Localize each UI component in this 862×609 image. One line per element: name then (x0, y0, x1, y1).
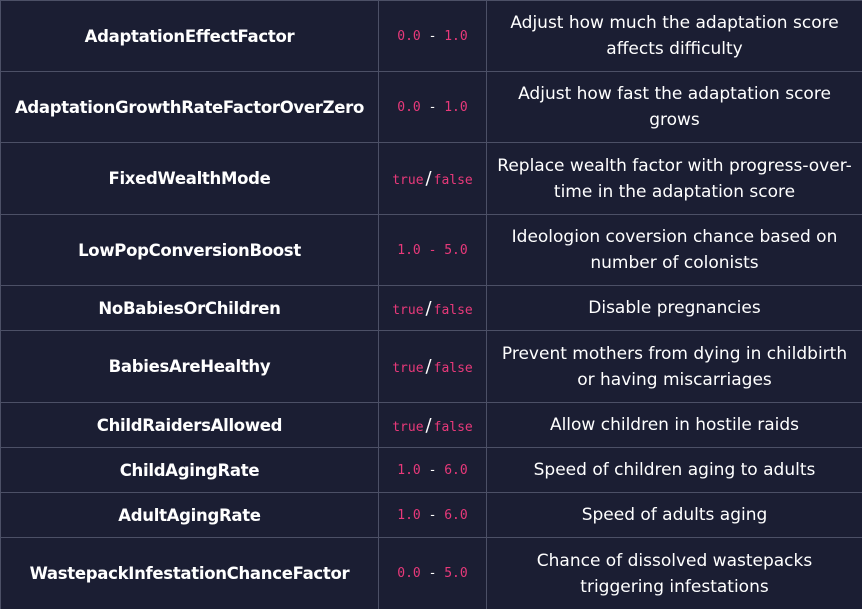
table-row (1, 72, 862, 143)
range-max: 6.0 (444, 462, 468, 478)
setting-description: Speed of children aging to adults (487, 448, 862, 493)
range-min: 1.0 (397, 507, 421, 523)
table-row (1, 538, 862, 609)
setting-name: FixedWealthMode (1, 143, 379, 215)
table-row (1, 286, 862, 331)
setting-range (379, 538, 487, 609)
setting-name: ChildRaidersAllowed (1, 403, 379, 448)
value-slash: / (425, 414, 432, 436)
setting-name: AdultAgingRate (1, 493, 379, 538)
setting-description: Replace wealth factor with progress-over-time in the adaptation score (487, 143, 862, 215)
range-max: 1.0 (444, 99, 468, 115)
setting-name: WastepackInfestationChanceFactor (1, 538, 379, 609)
setting-range (379, 448, 487, 493)
setting-description: Adjust how fast the adaptation score grows (487, 72, 862, 143)
setting-description: Speed of adults aging (487, 493, 862, 538)
range-min: 1.0 (397, 462, 421, 478)
range-min: 0.0 (397, 99, 421, 115)
value-slash: / (425, 356, 432, 377)
value-true: true (392, 302, 424, 318)
setting-values (379, 331, 487, 403)
setting-name: LowPopConversionBoost (1, 215, 379, 286)
value-false: false (433, 419, 473, 435)
value-slash: / (425, 168, 432, 189)
setting-range (379, 493, 487, 538)
range-max: 6.0 (444, 507, 468, 523)
setting-range (379, 1, 487, 72)
range-min: 0.0 (397, 28, 421, 44)
value-false: false (433, 173, 473, 188)
setting-name: AdaptationGrowthRateFactorOverZero (1, 72, 379, 143)
range-separator: - (420, 462, 445, 478)
table-row (1, 1, 862, 72)
setting-description: Chance of dissolved wastepacks triggering infestations (487, 538, 862, 609)
range-separator: - (420, 99, 445, 115)
value-slash: / (425, 297, 432, 319)
range-max: 1.0 (444, 28, 468, 44)
value-true: true (392, 361, 424, 376)
range-min: 0.0 (397, 566, 421, 581)
setting-values (379, 286, 487, 331)
setting-name: AdaptationEffectFactor (1, 1, 379, 72)
table-row (1, 403, 862, 448)
setting-range: 1.0 - 5.0 (379, 215, 487, 286)
setting-description: Disable pregnancies (487, 286, 862, 331)
range-max: 5.0 (444, 566, 468, 581)
range-separator: - (420, 28, 445, 44)
setting-values (379, 403, 487, 448)
setting-name: NoBabiesOrChildren (1, 286, 379, 331)
table-row (1, 493, 862, 538)
setting-description: Ideologion coversion chance based on number of colonists (487, 215, 862, 286)
table-row (1, 448, 862, 493)
value-false: false (433, 361, 473, 376)
setting-name: BabiesAreHealthy (1, 331, 379, 403)
range-separator: - (420, 566, 445, 581)
value-true: true (392, 419, 424, 435)
setting-description: Adjust how much the adaptation score affects difficulty (487, 1, 862, 72)
range-separator: - (420, 507, 445, 523)
setting-name: ChildAgingRate (1, 448, 379, 493)
value-false: false (433, 302, 473, 318)
value-true: true (392, 173, 424, 188)
setting-values (379, 143, 487, 215)
table-row (1, 143, 862, 215)
setting-description: Allow children in hostile raids (487, 403, 862, 448)
table-row (1, 331, 862, 403)
table-row (1, 215, 862, 286)
setting-description: Prevent mothers from dying in childbirth or having miscarriages (487, 331, 862, 403)
setting-range (379, 72, 487, 143)
